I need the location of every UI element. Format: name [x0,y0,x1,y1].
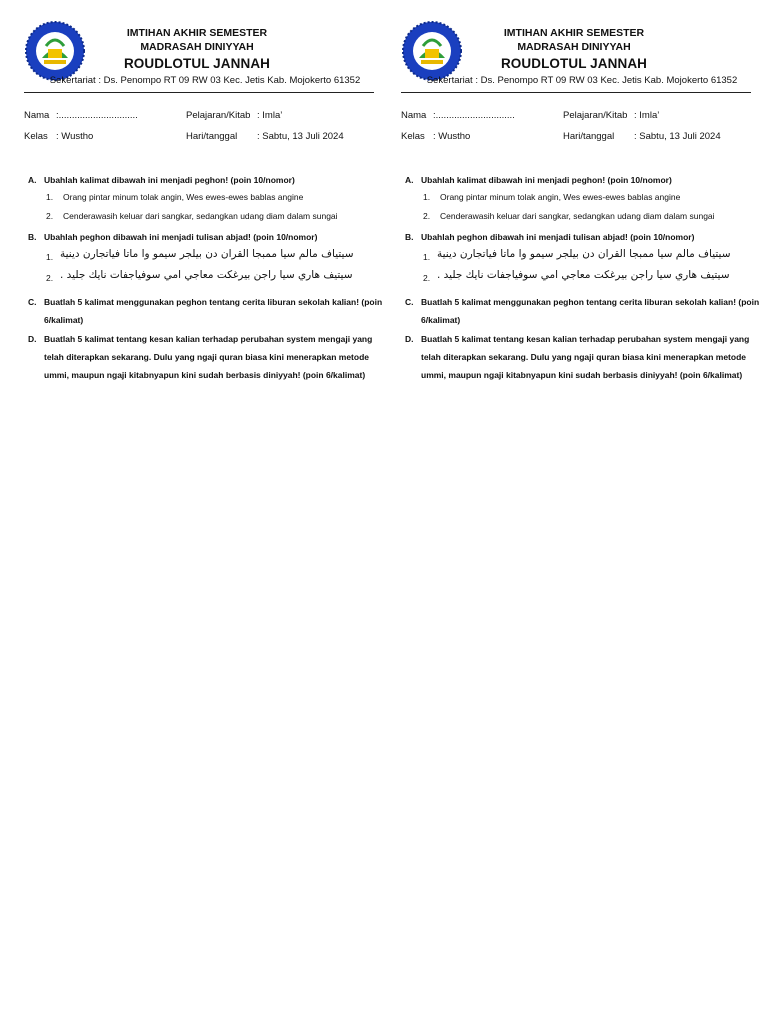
section-b-item [46,269,368,287]
hari-label: Hari/tanggal [186,131,238,142]
pelajaran-value: : Imla’ [257,110,283,121]
pegon-sentence: سيتياف مالم سيا ممبجا القران دن بيلجر سيمو وا ماتا فياتجارن دينية [60,248,354,260]
item-text: Cenderawasih keluar dari sangkar, sedangkan udang diam dalam sungai [63,211,338,221]
pelajaran-label: Pelajaran/Kitab [186,110,251,121]
school-name: ROUDLOTUL JANNAH [500,56,648,71]
section-b-item [423,248,745,266]
item-number: 1. [46,252,54,262]
item-number: 2. [423,273,431,283]
school-type: MADRASAH DINIYYAH [517,41,631,53]
section-b-letter: B. [28,232,37,242]
section-c-instruction: Buatlah 5 kalimat menggunakan peghon tentang cerita liburan sekolah kalian! (poin 6/kalimat) [421,297,760,325]
item-number: 2. [46,273,54,283]
pegon-sentence: سيتياف مالم سيا ممبجا القران دن بيلجر سيمو وا ماتا فياتجارن دينية [437,248,731,260]
pegon-sentence: سيتيف هاري سيا راجن بيرغكت معاجي امي سوفياجفات نايك جليد . [60,269,353,281]
nama-value: :.............................. [433,110,515,121]
kelas-label: Kelas [24,131,48,142]
kelas-label: Kelas [401,131,425,142]
item-number: 1. [423,192,431,202]
item-number: 1. [46,192,54,202]
school-address: Sekertariat : Ds. Penompo RT 09 RW 03 Kec. Jetis Kab. Mojokerto 61352 [49,75,361,86]
section-b-instruction: Ubahlah peghon dibawah ini menjadi tulisan abjad! (poin 10/nomor) [421,232,695,242]
section-b-letter: B. [405,232,414,242]
kelas-value: : Wustho [433,131,471,142]
item-number: 1. [423,252,431,262]
section-a-letter: A. [405,175,414,185]
nama-value: :.............................. [56,110,138,121]
item-number: 2. [423,211,431,221]
section-b-instruction: Ubahlah peghon dibawah ini menjadi tulisan abjad! (poin 10/nomor) [44,232,318,242]
pegon-sentence: سيتيف هاري سيا راجن بيرغكت معاجي امي سوفياجفات نايك جليد . [437,269,730,281]
section-a-letter: A. [28,175,37,185]
kelas-value: : Wustho [56,131,94,142]
section-c-letter: C. [28,297,37,307]
school-type: MADRASAH DINIYYAH [140,41,254,53]
exam-title: IMTIHAN AKHIR SEMESTER [126,27,268,39]
header-divider [24,92,374,93]
pelajaran-value: : Imla’ [634,110,660,121]
item-number: 2. [46,211,54,221]
pelajaran-label: Pelajaran/Kitab [563,110,628,121]
exam-sheet-right [401,18,760,398]
school-address: Sekertariat : Ds. Penompo RT 09 RW 03 Kec. Jetis Kab. Mojokerto 61352 [426,75,738,86]
nama-label: Nama [401,110,427,121]
section-b-item [46,248,368,266]
header-divider [401,92,751,93]
section-c-instruction: Buatlah 5 kalimat menggunakan peghon tentang cerita liburan sekolah kalian! (poin 6/kalimat) [44,297,383,325]
section-a-instruction: Ubahlah kalimat dibawah ini menjadi peghon! (poin 10/nomor) [421,175,672,185]
school-name: ROUDLOTUL JANNAH [123,56,271,71]
nama-label: Nama [24,110,50,121]
hari-value: : Sabtu, 13 Juli 2024 [634,131,721,142]
section-d-instruction: Buatlah 5 kalimat tentang kesan kalian terhadap perubahan system mengaji yang telah diterapkan sekarang. Dulu yang ngaji quran biasa kini menerapkan metode ummi, maupun ngaji kitabnyapun kini sudah berbasis diniyyah! (poin 6/kalimat) [44,334,373,380]
section-d-instruction: Buatlah 5 kalimat tentang kesan kalian terhadap perubahan system mengaji yang telah diterapkan sekarang. Dulu yang ngaji quran biasa kini menerapkan metode ummi, maupun ngaji kitabnyapun kini sudah berbasis diniyyah! (poin 6/kalimat) [421,334,750,380]
section-b-item [423,269,745,287]
section-d-letter: D. [405,334,414,344]
exam-sheet-left [24,18,383,398]
item-text: Cenderawasih keluar dari sangkar, sedangkan udang diam dalam sungai [440,211,715,221]
section-a-instruction: Ubahlah kalimat dibawah ini menjadi peghon! (poin 10/nomor) [44,175,295,185]
section-c-letter: C. [405,297,414,307]
item-text: Orang pintar minum tolak angin, Wes ewes-ewes bablas angine [440,192,681,202]
exam-title: IMTIHAN AKHIR SEMESTER [503,27,645,39]
hari-label: Hari/tanggal [563,131,615,142]
item-text: Orang pintar minum tolak angin, Wes ewes-ewes bablas angine [63,192,304,202]
section-d-letter: D. [28,334,37,344]
hari-value: : Sabtu, 13 Juli 2024 [257,131,344,142]
